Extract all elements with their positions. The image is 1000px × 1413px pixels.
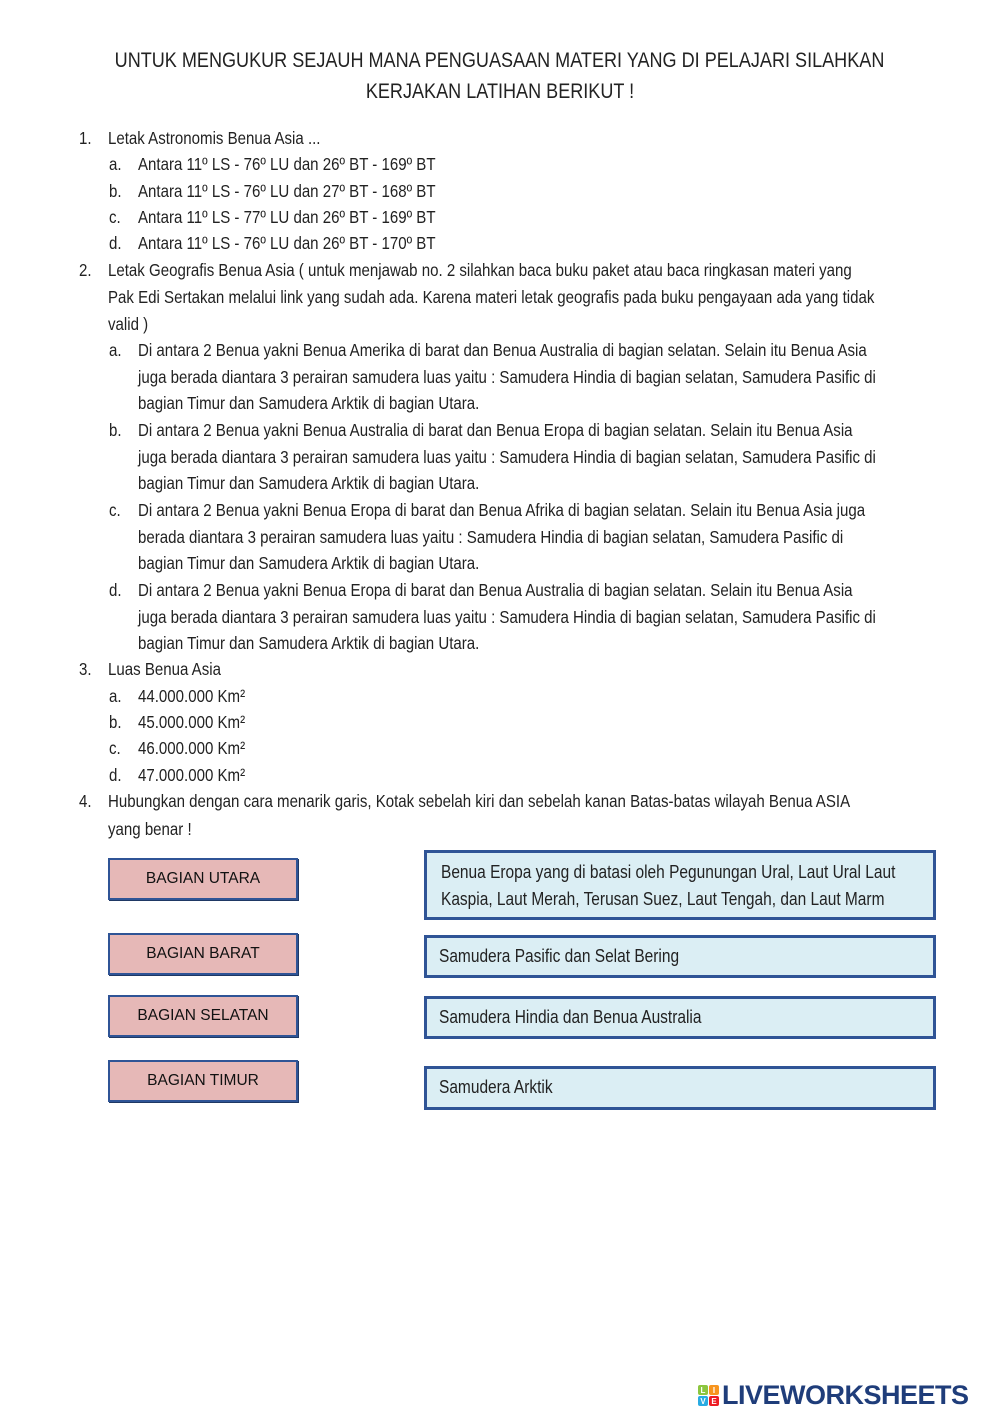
question-text: Luas Benua Asia (108, 659, 221, 679)
option-letter: d. (109, 233, 122, 253)
option-text: Di antara 2 Benua yakni Benua Eropa di barat dan Benua Afrika di bagian selatan. Selain itu Benua Asia juga (138, 500, 866, 520)
page-title (0, 49, 1000, 73)
question-text: Hubungkan dengan cara menarik garis, Kotak sebelah kiri dan sebelah kanan Batas-batas wilayah Benua ASIA (108, 791, 851, 811)
question-text: Letak Astronomis Benua Asia ... (108, 128, 321, 148)
question-number: 3. (79, 659, 92, 679)
option-letter: a. (109, 154, 122, 174)
logo-letter: V (698, 1396, 708, 1406)
option-text: 45.000.000 Km² (138, 712, 246, 732)
option-letter: a. (109, 340, 122, 360)
question-number: 2. (79, 260, 92, 280)
liveworksheets-logo (698, 1380, 969, 1411)
option-text: Di antara 2 Benua yakni Benua Australia di barat dan Benua Eropa di bagian selatan. Selain itu Benua Asia (138, 420, 853, 440)
option-text: berada diantara 3 perairan samudera luas yaitu : Samudera Hindia di bagian selatan, Samudera Pasific di (138, 526, 844, 547)
question-text: Letak Geografis Benua Asia ( untuk menjawab no. 2 silahkan baca buku paket atau baca ringkasan materi yang (108, 260, 852, 280)
option-text: bagian Timur dan Samudera Arktik di bagian Utara. (138, 553, 480, 573)
option-text: bagian Timur dan Samudera Arktik di bagian Utara. (138, 393, 480, 413)
option-letter: d. (109, 580, 122, 600)
option-text: 44.000.000 Km² (138, 686, 246, 706)
option-text: juga berada diantara 3 perairan samudera luas yaitu : Samudera Hindia di bagian selatan, Samudera Pasific di (138, 606, 876, 627)
option-letter: b. (109, 712, 122, 732)
match-right-text: Samudera Hindia dan Benua Australia (439, 1007, 702, 1027)
match-right-box[interactable] (424, 1066, 936, 1110)
page-title (0, 80, 1000, 104)
logo-icon (698, 1385, 719, 1406)
option-letter: b. (109, 181, 122, 201)
option-text: Antara 11º LS - 76º LU dan 26º BT - 170º BT (138, 233, 436, 253)
question-text: Pak Edi Sertakan melalui link yang sudah ada. Karena materi letak geografis pada buku pengayaan ada yang tidak (108, 287, 875, 307)
match-left-box[interactable]: BAGIAN UTARA (108, 858, 298, 900)
logo-letter: I (709, 1385, 719, 1395)
match-right-box[interactable] (424, 935, 936, 978)
logo-letter: E (709, 1396, 719, 1406)
title-line: KERJAKAN LATIHAN BERIKUT ! (365, 80, 635, 103)
question-number: 4. (79, 791, 92, 811)
option-text: Di antara 2 Benua yakni Benua Amerika di barat dan Benua Australia di bagian selatan. Selain itu Benua Asia (138, 340, 867, 360)
match-left-box[interactable]: BAGIAN SELATAN (108, 995, 298, 1037)
option-letter: c. (109, 738, 121, 758)
match-right-text: Kaspia, Laut Merah, Terusan Suez, Laut Tengah, dan Laut Marm (441, 889, 885, 909)
option-text: juga berada diantara 3 perairan samudera luas yaitu : Samudera Hindia di bagian selatan, Samudera Pasific di (138, 446, 876, 467)
question-text: valid ) (108, 314, 149, 334)
match-right-text: Samudera Pasific dan Selat Bering (439, 946, 680, 966)
option-text: juga berada diantara 3 perairan samudera luas yaitu : Samudera Hindia di bagian selatan, Samudera Pasific di (138, 366, 876, 387)
option-letter: c. (109, 500, 121, 520)
option-text: bagian Timur dan Samudera Arktik di bagian Utara. (138, 633, 480, 653)
question-text: yang benar ! (108, 819, 192, 839)
match-right-text: Samudera Arktik (439, 1077, 553, 1097)
option-text: Di antara 2 Benua yakni Benua Eropa di barat dan Benua Australia di bagian selatan. Selain itu Benua Asia (138, 580, 853, 600)
match-left-box[interactable]: BAGIAN BARAT (108, 933, 298, 975)
match-right-text: Benua Eropa yang di batasi oleh Pegunungan Ural, Laut Ural Laut (441, 862, 896, 882)
question-number: 1. (79, 128, 92, 148)
option-letter: d. (109, 765, 122, 785)
logo-letter: L (698, 1385, 708, 1395)
logo-text: LIVEWORKSHEETS (722, 1380, 969, 1410)
option-text: 46.000.000 Km² (138, 738, 246, 758)
match-right-box[interactable] (424, 996, 936, 1039)
option-text: Antara 11º LS - 76º LU dan 27º BT - 168º BT (138, 181, 436, 201)
match-right-box[interactable] (424, 850, 936, 920)
option-letter: b. (109, 420, 122, 440)
match-left-box[interactable]: BAGIAN TIMUR (108, 1060, 298, 1102)
title-line: UNTUK MENGUKUR SEJAUH MANA PENGUASAAN MATERI YANG DI PELAJARI SILAHKAN (115, 49, 885, 72)
option-letter: c. (109, 207, 121, 227)
option-text: bagian Timur dan Samudera Arktik di bagian Utara. (138, 473, 480, 493)
option-text: 47.000.000 Km² (138, 765, 246, 785)
option-text: Antara 11º LS - 76º LU dan 26º BT - 169º BT (138, 154, 436, 174)
option-letter: a. (109, 686, 122, 706)
option-text: Antara 11º LS - 77º LU dan 26º BT - 169º BT (138, 207, 436, 227)
